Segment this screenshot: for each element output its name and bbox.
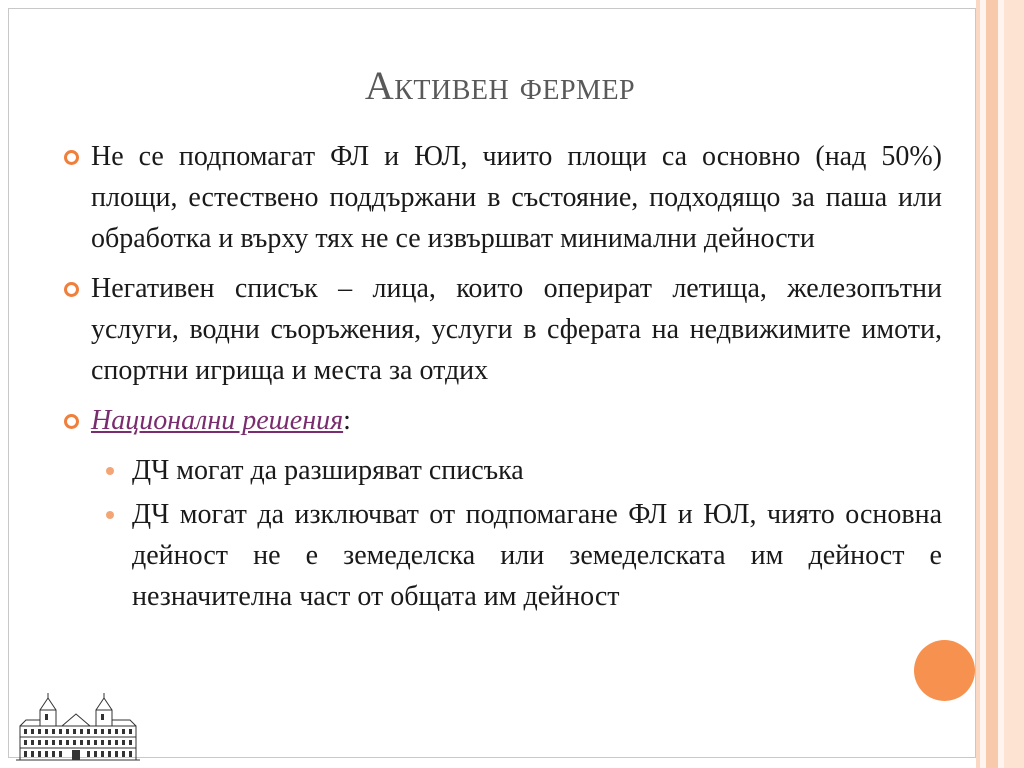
sub-bullet-text: ДЧ могат да разширяват списъка (132, 455, 524, 486)
sub-bullet-item (62, 450, 942, 491)
bullet-item (62, 268, 942, 391)
slide-title: Активен фермер (364, 63, 636, 108)
bullet-text: Негативен списък – лица, които оперират летища, железопътни услуги, водни съоръжения, услуги в сферата на недвижимите имоти, спортни игрища и места за отдих (91, 273, 942, 386)
bullet-text: Не се подпомагат ФЛ и ЮЛ, чиито площи са основно (над 50%) площи, естествено поддържани в състояние, подходящо за паша или обработка и върху тях не се извършват минимални дейности (91, 141, 942, 254)
sub-bullet-text: ДЧ могат да изключват от подпомагане ФЛ и ЮЛ, чиято основна дейност не е земеделска или земеделската им дейност е незначителна част от общата им дейност (132, 499, 942, 612)
bullet-item (62, 400, 942, 441)
slide-body (62, 136, 942, 620)
dot-bullet-icon (106, 511, 114, 519)
building-logo-icon (12, 692, 144, 764)
bullet-item (62, 136, 942, 259)
dot-bullet-icon (106, 467, 114, 475)
national-decisions-link[interactable]: Национални решения (91, 405, 344, 436)
ring-bullet-icon (64, 414, 79, 429)
bullet-suffix: : (343, 405, 351, 436)
decorative-circle (914, 640, 975, 701)
sub-bullet-item (62, 494, 942, 617)
ring-bullet-icon (64, 282, 79, 297)
ring-bullet-icon (64, 150, 79, 165)
decorative-stripes (976, 0, 1024, 768)
